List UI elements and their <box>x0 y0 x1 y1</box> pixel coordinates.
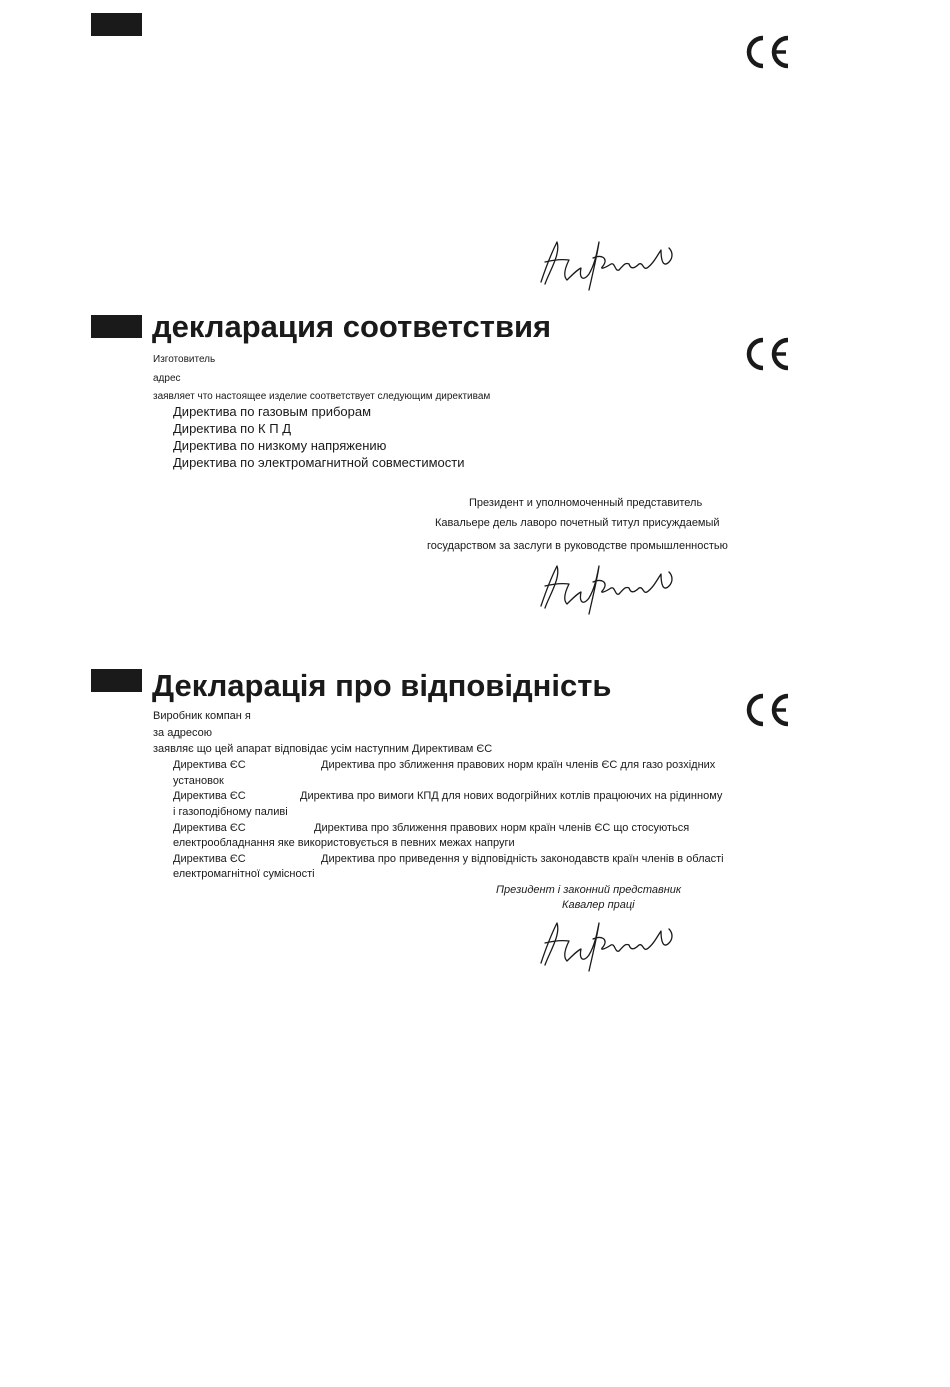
declaration-statement-ru: заявляет что настоящее изделие соответствует следующим директивам <box>153 391 491 402</box>
directive-text-uk: Директива про зближення правових норм країн членів ЄС для газо розхідних <box>321 759 716 771</box>
language-bar-ru <box>91 315 142 338</box>
directive-code-uk: Директива ЄС <box>173 853 246 865</box>
language-bar-top <box>91 13 142 36</box>
page-title-ru: декларация соответствия <box>152 309 552 344</box>
ce-mark-top <box>742 34 792 70</box>
manufacturer-label-uk: Виробник компан я <box>153 710 251 722</box>
ce-mark-icon <box>742 34 792 70</box>
ce-mark-uk <box>742 692 792 728</box>
directive-code-uk: Директива ЄС <box>173 822 246 834</box>
signature-icon <box>535 232 680 297</box>
signatory-title-ru: Президент и уполномоченный представитель <box>469 497 703 509</box>
directive-item-ru: Директива по низкому напряжению <box>173 438 387 453</box>
directive-item-ru: Директива по электромагнитной совместимости <box>173 455 465 470</box>
ce-mark-icon <box>742 336 792 372</box>
directive-text-cont-uk: і газоподібному паливі <box>173 806 288 818</box>
page-title-uk: Декларація про відповідність <box>152 668 612 703</box>
directive-text-cont-uk: електрообладнання яке використовується в певних межах напруги <box>173 837 515 849</box>
ce-mark-icon <box>742 692 792 728</box>
signature-uk <box>535 913 680 978</box>
signatory-title-ru: государством за заслуги в руководстве промышленностью <box>427 540 728 552</box>
signature-icon <box>535 913 680 978</box>
directive-text-uk: Директива про приведення у відповідність законодавств країн членів в області <box>321 853 724 865</box>
ce-mark-ru <box>742 336 792 372</box>
directive-code-uk: Директива ЄС <box>173 759 246 771</box>
directive-item-ru: Директива по газовым приборам <box>173 404 372 419</box>
directive-code-uk: Директива ЄС <box>173 790 246 802</box>
directive-text-cont-uk: електромагнітної сумісності <box>173 868 315 880</box>
signature-top <box>535 232 680 297</box>
directive-text-cont-uk: установок <box>173 775 224 787</box>
directive-text-uk: Директива про вимоги КПД для нових водогрійних котлів працюючих на рідинному <box>300 790 723 802</box>
signature-icon <box>535 556 680 621</box>
language-bar-uk <box>91 669 142 692</box>
signatory-title-uk: Президент і законний представник <box>496 884 682 896</box>
signatory-title-ru: Кавальере дель лаворо почетный титул присуждаемый <box>435 517 720 529</box>
signatory-title-uk: Кавалер праці <box>562 899 635 911</box>
directive-text-uk: Директива про зближення правових норм країн членів ЄС що стосуються <box>314 822 690 834</box>
address-label-ru: адрес <box>153 373 181 384</box>
directive-item-ru: Директива по К П Д <box>173 421 292 436</box>
signature-ru <box>535 556 680 621</box>
address-label-uk: за адресою <box>153 727 212 739</box>
manufacturer-label-ru: Изготовитель <box>153 354 216 365</box>
declaration-statement-uk: заявляє що цей апарат відповідає усім наступним Директивам ЄС <box>153 743 493 755</box>
